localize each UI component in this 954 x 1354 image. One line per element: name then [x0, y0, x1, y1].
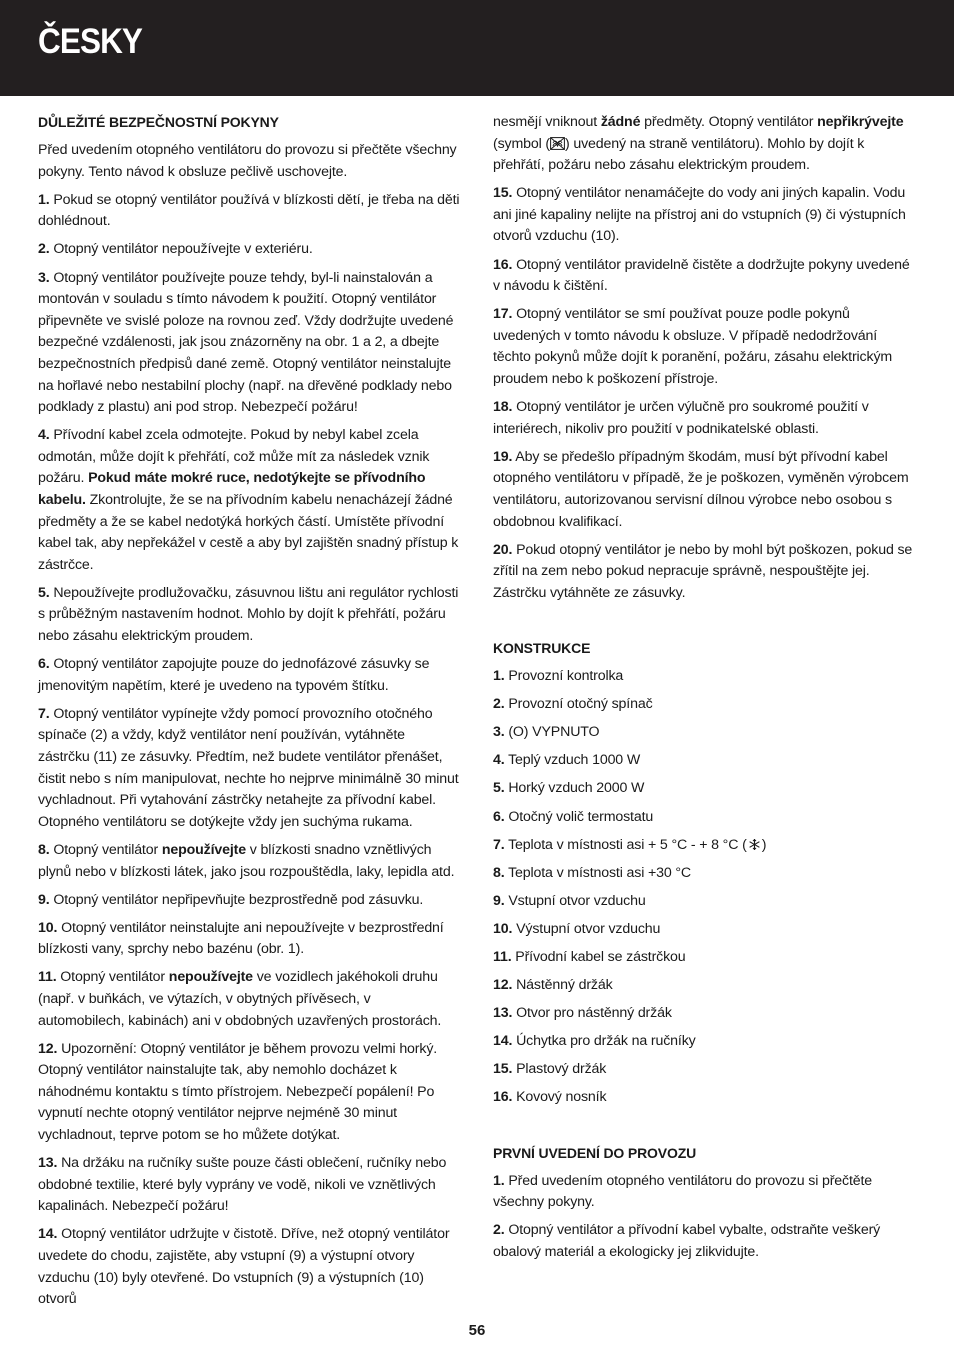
item-text: Otopný ventilátor vypínejte vždy pomocí provozního otočného spínače (2) a vždy, když ventilátor není používán, vytáhněte zástrčku (11) ze zásuvky. Předtím, než budete ventilátor přenášet, čistit nebo s ním manipulovat, nechte ho nejprve minimálně 30 minut vychladnout. Při vytahování zástrčky netahejte za přívodní kabel. Otopného ventilátoru se dotýkejte vždy jen suchýma rukama. [38, 705, 459, 830]
item-text: Přívodní kabel se zástrčkou [511, 949, 686, 965]
safety-item-20 [493, 540, 915, 605]
item-number: 8. [493, 864, 505, 881]
item-number: 12. [493, 977, 513, 994]
item-number: 1. [493, 668, 505, 685]
left-column [38, 112, 460, 1317]
item-number: 7. [493, 836, 505, 853]
item-text: Nástěnný držák [512, 977, 613, 994]
safety-item-11 [38, 967, 460, 1032]
item-text: Otopný ventilátor [56, 969, 169, 986]
item-bold-text: nepoužívejte [161, 841, 246, 858]
item-text: Výstupní otvor vzduchu [512, 920, 661, 937]
safety-item-3 [38, 268, 460, 419]
item-number: 4. [493, 752, 505, 769]
item-text: Aby se předešlo případným škodám, musí být přívodní kabel otopného ventilátoru v případě, že je poškozen, vyměněn výrobcem ventilátoru, autorizovanou servisní dílnou výrobce nebo osobou s obdobnou kvalifikací. [493, 448, 909, 530]
item-text: ve vozidlech jakéhokoli druhu (např. v buňkách, ve výtazích, v obytných přívěsech, v automobilech, kabinách) ani v obdobných uzavřených prostorách. [38, 969, 442, 1029]
item-bold-text: nepřikrývejte [817, 114, 904, 130]
item-number: 19. [493, 448, 513, 465]
item-text: Otopný ventilátor neinstalujte ani nepoužívejte v bezprostřední blízkosti vany, sprchy nebo bazénu (obr. 1). [38, 919, 444, 958]
item-text: Nepoužívejte prodlužovačku, zásuvnou lištu ani regulátor rychlosti s průběžným nastavením hodnot. Mohlo by dojít k přehřátí, požáru nebo zásahu elektrickým proudem. [38, 584, 459, 645]
list-item [493, 1059, 915, 1081]
item-text: Provozní otočný spínač [504, 696, 653, 713]
item-number: 7. [38, 705, 50, 722]
safety-item-14-continued [493, 112, 915, 177]
item-number: 10. [38, 919, 58, 936]
list-item [493, 1087, 915, 1109]
item-text: Na držáku na ručníky sušte pouze části oblečení, ručníky nebo obdobné textilie, které byly vyprány ve vodě, nikoli ve vznětlivých kapalinách. Nebezpečí požáru! [38, 1155, 447, 1215]
item-text: v blízkosti snadno vznětlivých plynů nebo v blízkosti látek, jako jsou rozpouštědla, laky, lepidla atd. [38, 841, 455, 880]
item-number: 9. [493, 892, 505, 909]
item-number: 20. [493, 541, 513, 558]
safety-intro: Před uvedením otopného ventilátoru do provozu si přečtěte všechny pokyny. Tento návod k obsluze pečlivě uschovejte. [38, 142, 457, 180]
item-number: 16. [493, 1089, 513, 1106]
section-spacer [493, 611, 915, 638]
item-number: 15. [493, 185, 513, 202]
list-item [493, 919, 915, 941]
item-text: Před uvedením otopného ventilátoru do provozu si přečtěte všechny pokyny. [493, 1172, 873, 1211]
item-bold-text: Pokud máte mokré ruce, nedotýkejte se přívodního kabelu. [38, 470, 426, 508]
item-number: 1. [493, 1172, 505, 1189]
list-item [493, 863, 915, 885]
safety-item-14 [38, 1224, 460, 1310]
safety-item-13 [38, 1153, 460, 1218]
list-item [493, 807, 915, 829]
item-number: 5. [38, 584, 50, 601]
item-text: Pokud se otopný ventilátor používá v blízkosti dětí, je třeba na děti dohlédnout. [38, 191, 460, 230]
first-use-item-1 [493, 1171, 915, 1214]
item-number: 8. [38, 841, 50, 858]
item-number: 15. [493, 1061, 513, 1078]
item-text: Otopný ventilátor a přívodní kabel vybalte, odstraňte veškerý obalový materiál a ekologicky jej zlikvidujte. [493, 1222, 881, 1260]
list-item [493, 694, 915, 716]
item-text: Otočný volič termostatu [504, 808, 654, 825]
page-title: ČESKY [38, 22, 143, 61]
item-text: Teplota v místnosti asi +30 °C [504, 864, 692, 881]
safety-item-9 [38, 890, 460, 912]
do-not-cover-icon [550, 137, 565, 150]
item-text: ) uvedený na straně ventilátoru). Mohlo by dojít k přehřátí, požáru nebo zásahu elektrickým proudem. [493, 135, 865, 174]
item-number: 4. [38, 427, 50, 444]
item-text: Teplota v místnosti asi + 5 °C - + 8 °C ( [504, 836, 747, 853]
item-text: nesmějí vniknout [493, 114, 601, 130]
item-number: 11. [38, 969, 57, 986]
item-text: Zkontrolujte, že se na přívodním kabelu nenacházejí žádné předměty a že se kabel nedotýká horkých částí. Umístěte přívodní kabel tak, aby nepřekážel v cestě a aby byl zajištěn snadný přístup k zástrčce. [38, 492, 459, 573]
page-header [0, 0, 954, 96]
item-text: Otopný ventilátor se smí používat pouze podle pokynů uvedených v tomto návodu k obsluze. V případě nedodržování těchto pokynů může dojít k poranění, požáru, zásahu elektrickým proudem nebo k poškození přístroje. [493, 306, 893, 388]
item-number: 13. [38, 1155, 58, 1172]
safety-item-17 [493, 304, 915, 390]
item-number: 3. [38, 269, 50, 286]
item-number: 17. [493, 306, 513, 323]
item-text: Kovový nosník [512, 1089, 607, 1106]
item-number: 12. [38, 1040, 58, 1057]
item-text: Otopný ventilátor [49, 841, 162, 858]
safety-item-7 [38, 704, 460, 834]
list-item [493, 666, 915, 688]
list-item [493, 722, 915, 744]
item-number: 9. [38, 891, 50, 908]
item-text: Přívodní kabel zcela odmotejte. Pokud by nebyl kabel zcela odmotán, může dojít k přehřátí, což může mít za následek vznik požáru. [38, 427, 430, 487]
list-item [493, 750, 915, 772]
safety-item-16 [493, 255, 915, 298]
item-text: Úchytka pro držák na ručníky [512, 1033, 696, 1050]
safety-item-19 [493, 447, 915, 533]
item-text: Upozornění: Otopný ventilátor je během provozu velmi horký. Otopný ventilátor nainstalujte tak, aby nemohlo docházet k náhodnému kontaktu s tímto přístrojem. Nebezpečí popálení! Po vypnutí nechte otopný ventilátor nejprve nejméně 30 minut vychladnout, teprve potom se ho můžete dotýkat. [38, 1040, 438, 1144]
first-use-heading: PRVNÍ UVEDENÍ DO PROVOZU [493, 1144, 697, 1161]
safety-item-10 [38, 918, 460, 961]
item-text: (symbol ( [493, 135, 550, 152]
construction-heading: KONSTRUKCE [493, 639, 591, 656]
item-text: Otvor pro nástěnný držák [512, 1005, 672, 1022]
item-text: Otopný ventilátor zapojujte pouze do jednofázové zásuvky se jmenovitým napětím, které je uvedeno na typovém štítku. [38, 656, 430, 694]
item-number: 18. [493, 399, 513, 416]
item-text: Otopný ventilátor je určen výlučně pro soukromé použití v interiérech, nikoliv pro použití v podnikatelské oblasti. [493, 399, 869, 437]
item-number: 5. [493, 780, 505, 797]
item-text: (O) VYPNUTO [504, 724, 600, 741]
safety-item-6 [38, 654, 460, 697]
item-text: Otopný ventilátor nenamáčejte do vody ani jiných kapalin. Vodu ani jiné kapaliny nelijte na přístroj ani do vstupních (9) či výstupních otvorů vzduchu (10). [493, 185, 906, 245]
item-number: 6. [493, 808, 505, 825]
item-text: Otopný ventilátor nepoužívejte v exteriéru. [49, 241, 313, 258]
item-text: Otopný ventilátor používejte pouze tehdy, byl-li nainstalován a montován v souladu s tímto návodem k použití. Otopný ventilátor připevněte ve svislé poloze na rovnou zeď. Vždy dodržujte uvedené bezpečné vzdálenosti, jak jsou znázorněny na obr. 1 a 2, a dbejte bezpečnostních předpisů dané země. Otopný ventilátor neinstalujte na hořlavé nebo nestabilní plochy (např. na dřevěné podklady nebo podklady z plastu) ani pod strop. Nebezpečí požáru! [38, 269, 454, 416]
list-item [493, 835, 915, 857]
first-use-item-2 [493, 1220, 915, 1263]
item-text: ) [761, 836, 767, 853]
section-spacer [493, 1116, 915, 1143]
list-item [493, 1031, 915, 1053]
item-number: 14. [38, 1226, 58, 1243]
item-number: 2. [38, 241, 50, 258]
safety-item-18 [493, 397, 915, 440]
item-number: 14. [493, 1033, 513, 1050]
page-number: 56 [468, 1322, 486, 1339]
item-number: 11. [493, 949, 512, 965]
safety-item-12 [38, 1039, 460, 1147]
safety-item-4 [38, 425, 460, 576]
item-text: Otopný ventilátor udržujte v čistotě. Dříve, než otopný ventilátor uvedete do chodu, zajistěte, aby vstupní (9) a výstupní otvory vzduchu (10) byly otevřené. Do vstupních (9) a výstupních (10) otvorů [38, 1226, 450, 1308]
list-item [493, 947, 915, 969]
safety-item-1 [38, 190, 460, 233]
item-number: 6. [38, 656, 50, 673]
item-number: 2. [493, 696, 505, 713]
item-text: Vstupní otvor vzduchu [504, 892, 646, 909]
item-text: Pokud otopný ventilátor je nebo by mohl být poškozen, pokud se zřítil na zem nebo pokud nepracuje správně, nespouštějte jej. Zástrčku vytáhněte ze zásuvky. [493, 541, 913, 601]
item-text: předměty. Otopný ventilátor [640, 114, 818, 130]
list-item [493, 1003, 915, 1025]
list-item [493, 778, 915, 800]
construction-list [493, 666, 915, 1109]
item-number: 3. [493, 724, 505, 741]
right-column [493, 112, 915, 1270]
safety-heading: DŮLEŽITÉ BEZPEČNOSTNÍ POKYNY [38, 114, 279, 130]
item-text: Provozní kontrolka [504, 668, 624, 685]
item-bold-text: žádné [600, 114, 641, 130]
list-item [493, 975, 915, 997]
snowflake-icon [747, 838, 762, 851]
item-number: 2. [493, 1222, 505, 1239]
list-item [493, 891, 915, 913]
safety-item-5 [38, 583, 460, 648]
item-number: 10. [493, 920, 513, 937]
item-bold-text: nepoužívejte [168, 969, 253, 986]
item-text: Teplý vzduch 1000 W [504, 752, 641, 769]
item-text: Otopný ventilátor pravidelně čistěte a dodržujte pokyny uvedené v návodu k čištění. [493, 256, 910, 295]
safety-item-15 [493, 183, 915, 248]
item-text: Horký vzduch 2000 W [504, 780, 645, 797]
item-number: 13. [493, 1005, 513, 1022]
item-text: Otopný ventilátor nepřipevňujte bezprostředně pod zásuvku. [49, 891, 424, 908]
item-number: 1. [38, 191, 50, 208]
item-text: Plastový držák [512, 1061, 607, 1078]
safety-item-8 [38, 840, 460, 883]
safety-item-2 [38, 239, 460, 261]
item-number: 16. [493, 256, 513, 273]
